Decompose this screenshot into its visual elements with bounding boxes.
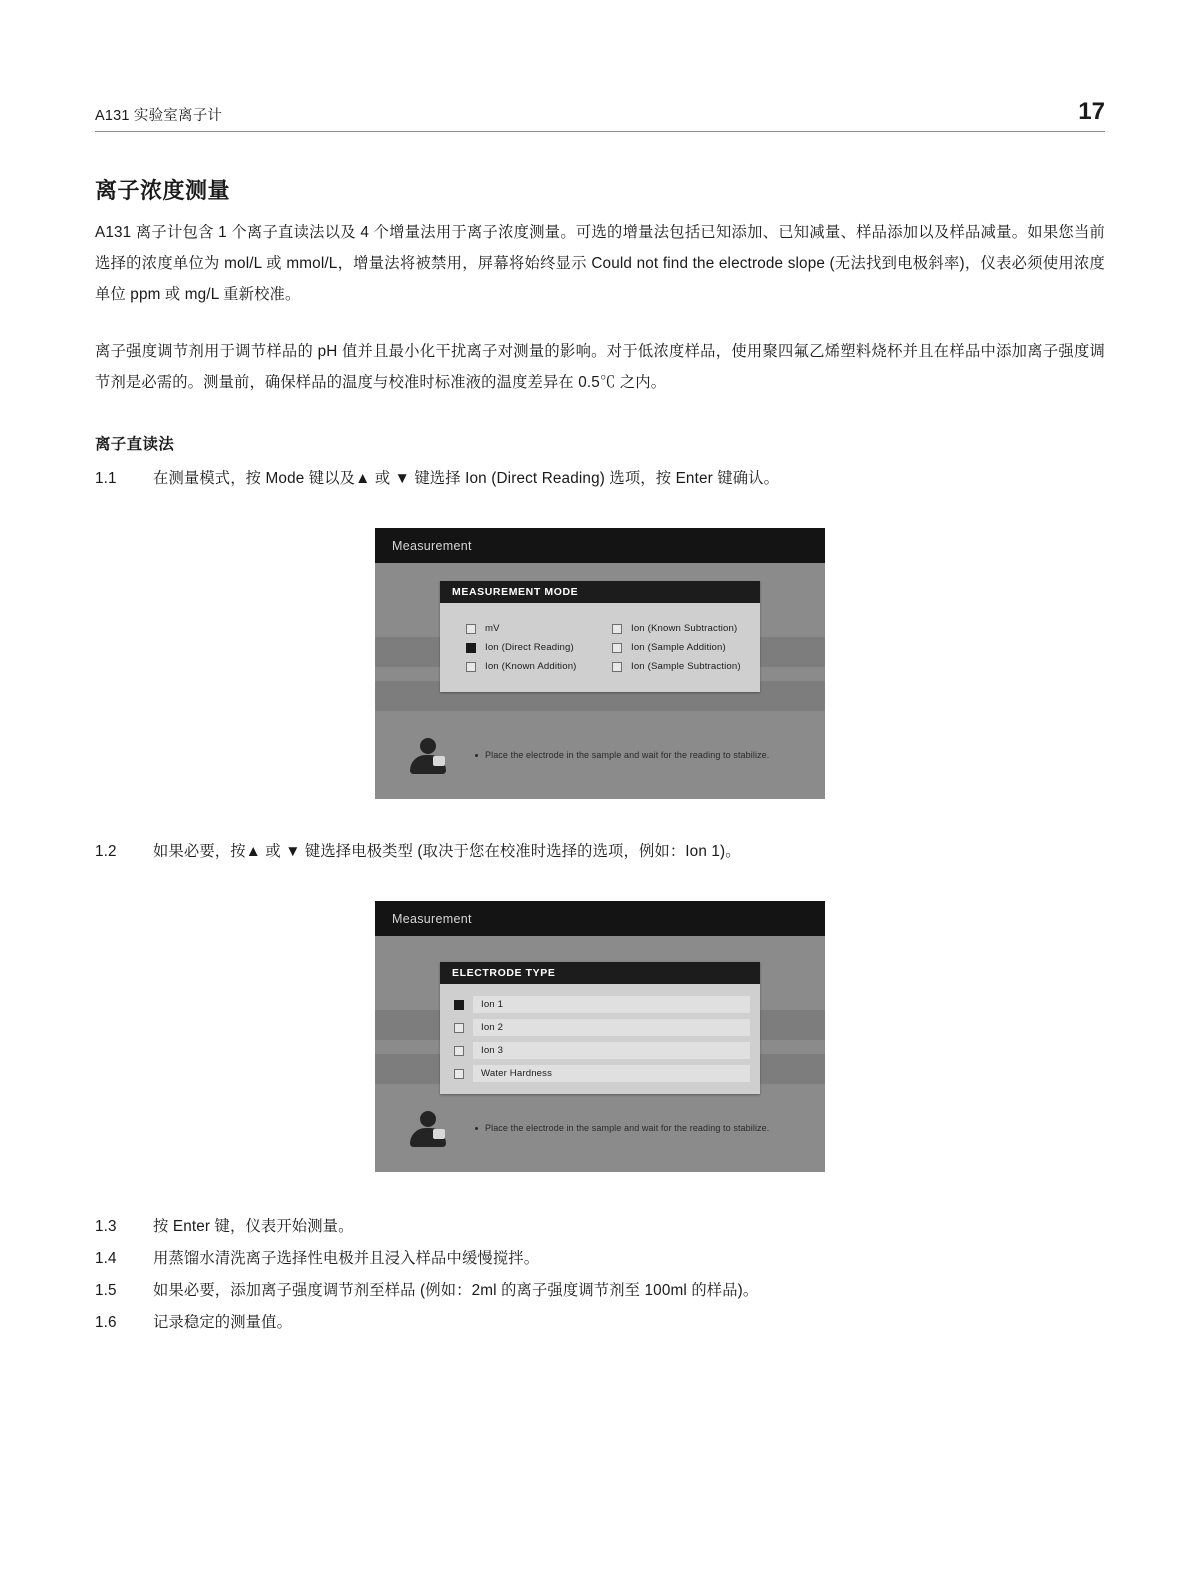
step-text: 在测量模式，按 Mode 键以及▲ 或 ▼ 键选择 Ion (Direct Reading) 选项，按 Enter 键确认。 — [153, 470, 780, 487]
panel-title: ELECTRODE TYPE — [440, 962, 760, 984]
option-label: Water Hardness — [473, 1065, 750, 1082]
bullet-icon — [475, 754, 478, 757]
option-mv[interactable] — [466, 623, 598, 634]
option-sample-subtraction[interactable] — [612, 661, 744, 672]
option-known-addition[interactable] — [466, 661, 598, 672]
step-text: 按 Enter 键，仪表开始测量。 — [153, 1218, 354, 1235]
option-label: mV — [485, 623, 500, 634]
option-known-subtraction[interactable] — [612, 623, 744, 634]
option-label: Ion 3 — [473, 1042, 750, 1059]
bullet-icon — [475, 1127, 478, 1130]
electrode-type-options — [440, 984, 760, 1094]
paragraph-isa: 离子强度调节剂用于调节样品的 pH 值并且最小化干扰离子对测量的影响。对于低浓度样品，使用聚四氟乙烯塑料烧杯并且在样品中添加离子强度调节剂是必需的。测量前，确保样品的温度与校准时标准液的温度差异在 0.5℃ 之内。 — [95, 343, 1105, 391]
technician-icon — [407, 734, 449, 776]
device-screen — [375, 528, 825, 799]
option-label: Ion (Sample Addition) — [631, 642, 726, 653]
subsection-heading: 离子直读法 — [95, 436, 175, 453]
option-direct-reading[interactable] — [466, 642, 598, 653]
figure-measurement-mode — [375, 528, 825, 799]
panel-title: MEASUREMENT MODE — [440, 581, 760, 603]
device-hint-text: Place the electrode in the sample and wait for the reading to stabilize. — [485, 1123, 770, 1133]
device-titlebar: Measurement — [375, 528, 825, 563]
step-text: 用蒸馏水清洗离子选择性电极并且浸入样品中缓慢搅拌。 — [153, 1250, 540, 1267]
option-label: Ion (Known Subtraction) — [631, 623, 738, 634]
option-water-hardness[interactable] — [454, 1065, 750, 1082]
step-1-2 — [95, 837, 1105, 867]
step-number: 1.3 — [95, 1218, 117, 1235]
device-hint-text: Place the electrode in the sample and wait for the reading to stabilize. — [485, 750, 770, 760]
figure-electrode-type — [375, 901, 825, 1172]
checkbox-icon[interactable] — [466, 662, 476, 672]
option-label: Ion (Sample Subtraction) — [631, 661, 741, 672]
device-body — [375, 936, 825, 1172]
checkbox-icon[interactable] — [612, 624, 622, 634]
checkbox-icon-selected[interactable] — [454, 1000, 464, 1010]
technician-icon — [407, 1107, 449, 1149]
step-1-4 — [95, 1244, 1105, 1274]
option-sample-addition[interactable] — [612, 642, 744, 653]
header-title: A131 实验室离子计 — [95, 108, 223, 124]
device-body — [375, 563, 825, 799]
document-page — [0, 100, 1200, 1584]
checkbox-icon[interactable] — [454, 1046, 464, 1056]
device-hint-bar — [393, 729, 807, 781]
option-label: Ion (Known Addition) — [485, 661, 577, 672]
step-text: 记录稳定的测量值。 — [153, 1314, 293, 1331]
technician-head — [420, 1111, 436, 1127]
technician-head — [420, 738, 436, 754]
step-number: 1.1 — [95, 470, 117, 487]
step-number: 1.5 — [95, 1282, 117, 1299]
checkbox-icon[interactable] — [454, 1023, 464, 1033]
option-label: Ion 1 — [473, 996, 750, 1013]
steps-list — [95, 1212, 1105, 1338]
option-ion-2[interactable] — [454, 1019, 750, 1036]
measurement-mode-panel — [440, 581, 760, 692]
step-1-1 — [95, 464, 1105, 494]
step-number: 1.2 — [95, 843, 117, 860]
device-titlebar: Measurement — [375, 901, 825, 936]
electrode-type-panel — [440, 962, 760, 1094]
step-1-6 — [95, 1308, 1105, 1338]
technician-beaker — [433, 1129, 445, 1139]
step-number: 1.6 — [95, 1314, 117, 1331]
device-hint-bar — [393, 1102, 807, 1154]
step-1-5 — [95, 1276, 1105, 1306]
step-number: 1.4 — [95, 1250, 117, 1267]
checkbox-icon[interactable] — [466, 624, 476, 634]
step-1-3 — [95, 1212, 1105, 1242]
option-label: Ion (Direct Reading) — [485, 642, 574, 653]
device-hint-text-wrap — [475, 750, 769, 760]
step-text: 如果必要，按▲ 或 ▼ 键选择电极类型 (取决于您在校准时选择的选项，例如：Ion 1)。 — [153, 843, 741, 860]
page-number: 17 — [1078, 98, 1105, 125]
panel-content — [440, 603, 760, 692]
step-text: 如果必要，添加离子强度调节剂至样品 (例如：2ml 的离子强度调节剂至 100ml 的样品)。 — [153, 1282, 759, 1299]
page-header — [95, 100, 1105, 132]
device-screen — [375, 901, 825, 1172]
paragraph-intro: A131 离子计包含 1 个离子直读法以及 4 个增量法用于离子浓度测量。可选的增量法包括已知添加、已知减量、样品添加以及样品减量。如果您当前选择的浓度单位为 mol/L 或 mmol/L，增量法将被禁用，屏幕将始终显示 Could not find the electrode slope (无法找到电极斜率)，仪表必须使用浓度单位 ppm 或 mg/L 重新校准。 — [95, 224, 1105, 303]
technician-beaker — [433, 756, 445, 766]
checkbox-icon[interactable] — [612, 643, 622, 653]
checkbox-icon[interactable] — [454, 1069, 464, 1079]
measurement-mode-options — [452, 617, 748, 676]
section-heading: 离子浓度测量 — [95, 178, 231, 203]
option-ion-1[interactable] — [454, 996, 750, 1013]
option-label: Ion 2 — [473, 1019, 750, 1036]
checkbox-icon[interactable] — [612, 662, 622, 672]
checkbox-icon-selected[interactable] — [466, 643, 476, 653]
option-ion-3[interactable] — [454, 1042, 750, 1059]
device-hint-text-wrap — [475, 1123, 769, 1133]
